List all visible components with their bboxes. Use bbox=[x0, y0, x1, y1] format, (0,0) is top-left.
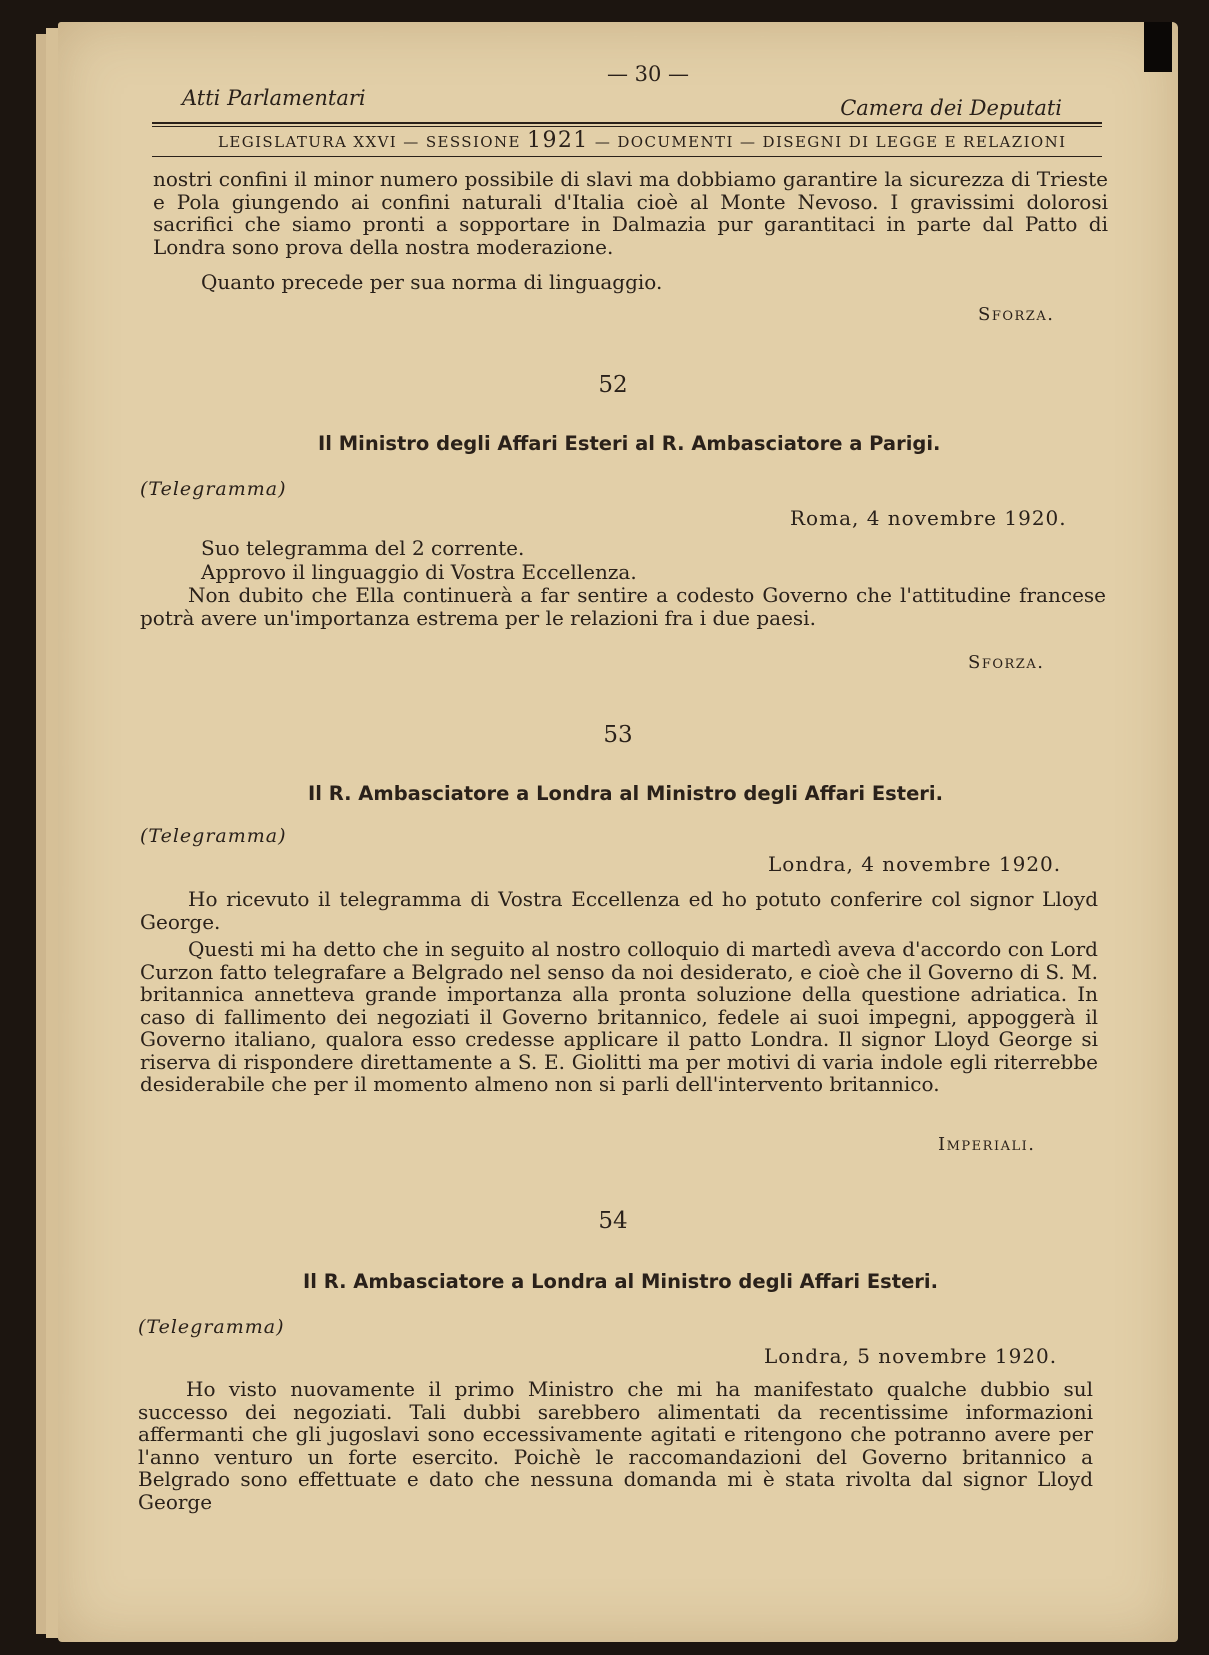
legislature-prefix: LEGISLATURA XXVI — SESSIONE bbox=[218, 133, 521, 151]
header-rule bbox=[152, 126, 1102, 127]
header-rule bbox=[152, 122, 1102, 124]
document-title: Il Ministro degli Affari Esteri al R. Ambasciatore a Parigi. bbox=[318, 432, 941, 455]
document-paragraph: Non dubito che Ella continuerà a far sentire a codesto Governo che l'attitudine francese potrà avere un'importanza estrema per le relazioni fra i due paesi. bbox=[140, 583, 1106, 630]
document-type: (Telegramma) bbox=[138, 1316, 285, 1338]
document-number: 52 bbox=[598, 372, 628, 398]
document-title: Il R. Ambasciatore a Londra al Ministro degli Affari Esteri. bbox=[308, 782, 943, 805]
page-number: — 30 — bbox=[606, 62, 690, 86]
document-number: 54 bbox=[598, 1208, 628, 1234]
legislature-year: 1921 bbox=[527, 128, 589, 153]
document-number: 53 bbox=[603, 722, 633, 748]
document-paragraph: Ho ricevuto il telegramma di Vostra Eccellenza ed ho potuto conferire col signor Lloyd George. bbox=[140, 887, 1098, 934]
intro-closing: Quanto precede per sua norma di linguaggio. bbox=[201, 270, 663, 294]
document-date: Londra, 5 novembre 1920. bbox=[764, 1344, 1058, 1368]
legislature-line bbox=[218, 128, 1067, 153]
document-line: Approvo il linguaggio di Vostra Eccellenza. bbox=[201, 560, 637, 584]
document-page bbox=[58, 22, 1178, 1642]
signature: Sforza. bbox=[968, 652, 1045, 673]
header-right-title: Camera dei Deputati bbox=[840, 96, 1062, 120]
document-type: (Telegramma) bbox=[140, 478, 287, 500]
document-paragraph: Ho visto nuovamente il primo Ministro che mi ha manifestato qualche dubbio sul successo dei negoziati. Tali dubbi sarebbero alimentati da recentissime informazioni affermanti che gli jugoslavi sono eccessivamente agitati e ritengono che potranno avere per l'anno venturo un forte esercito. Poichè le raccomandazioni del Governo britannico a Belgrado sono effettuate e dato che nessuna domanda mi è stata rivolta dal signor Lloyd George bbox=[138, 1377, 1093, 1514]
document-date: Roma, 4 novembre 1920. bbox=[790, 506, 1067, 530]
intro-paragraph: nostri confini il minor numero possibile di slavi ma dobbiamo garantire la sicurezza di Trieste e Pola giungendo ai confini naturali d'Italia cioè al Monte Nevoso. I gravissimi dolorosi sacrifici che siamo pronti a sopportare in Dalmazia pur garantitaci in parte dal Patto di Londra sono prova della nostra moderazione. bbox=[153, 167, 1108, 259]
legislature-suffix: — DOCUMENTI — DISEGNI DI LEGGE E RELAZIONI bbox=[594, 133, 1067, 151]
document-title: Il R. Ambasciatore a Londra al Ministro degli Affari Esteri. bbox=[303, 1270, 938, 1293]
header-rule bbox=[152, 156, 1102, 157]
header-left-title: Atti Parlamentari bbox=[182, 86, 366, 110]
scan-border bbox=[1144, 22, 1172, 72]
document-paragraph: Questi mi ha detto che in seguito al nostro colloquio di martedì aveva d'accordo con Lord Curzon fatto telegrafare a Belgrado nel senso da noi desiderato, e cioè che il Governo di S. M. britannica annetteva grande importanza alla pronta soluzione della questione adriatica. In caso di fallimento dei negoziati il Governo britannico, fedele ai suoi impegni, appoggerà il Governo italiano, qualora esso credesse applicare il patto Londra. Il signor Lloyd George si riserva di rispondere direttamente a S. E. Giolitti ma per motivi di varia indole egli riterrebbe desiderabile che per il momento almeno non si parli dell'intervento britannico. bbox=[140, 937, 1098, 1096]
document-line: Suo telegramma del 2 corrente. bbox=[201, 536, 525, 560]
document-date: Londra, 4 novembre 1920. bbox=[768, 852, 1062, 876]
signature: Imperiali. bbox=[938, 1134, 1036, 1155]
document-type: (Telegramma) bbox=[140, 825, 287, 847]
signature: Sforza. bbox=[978, 304, 1055, 325]
